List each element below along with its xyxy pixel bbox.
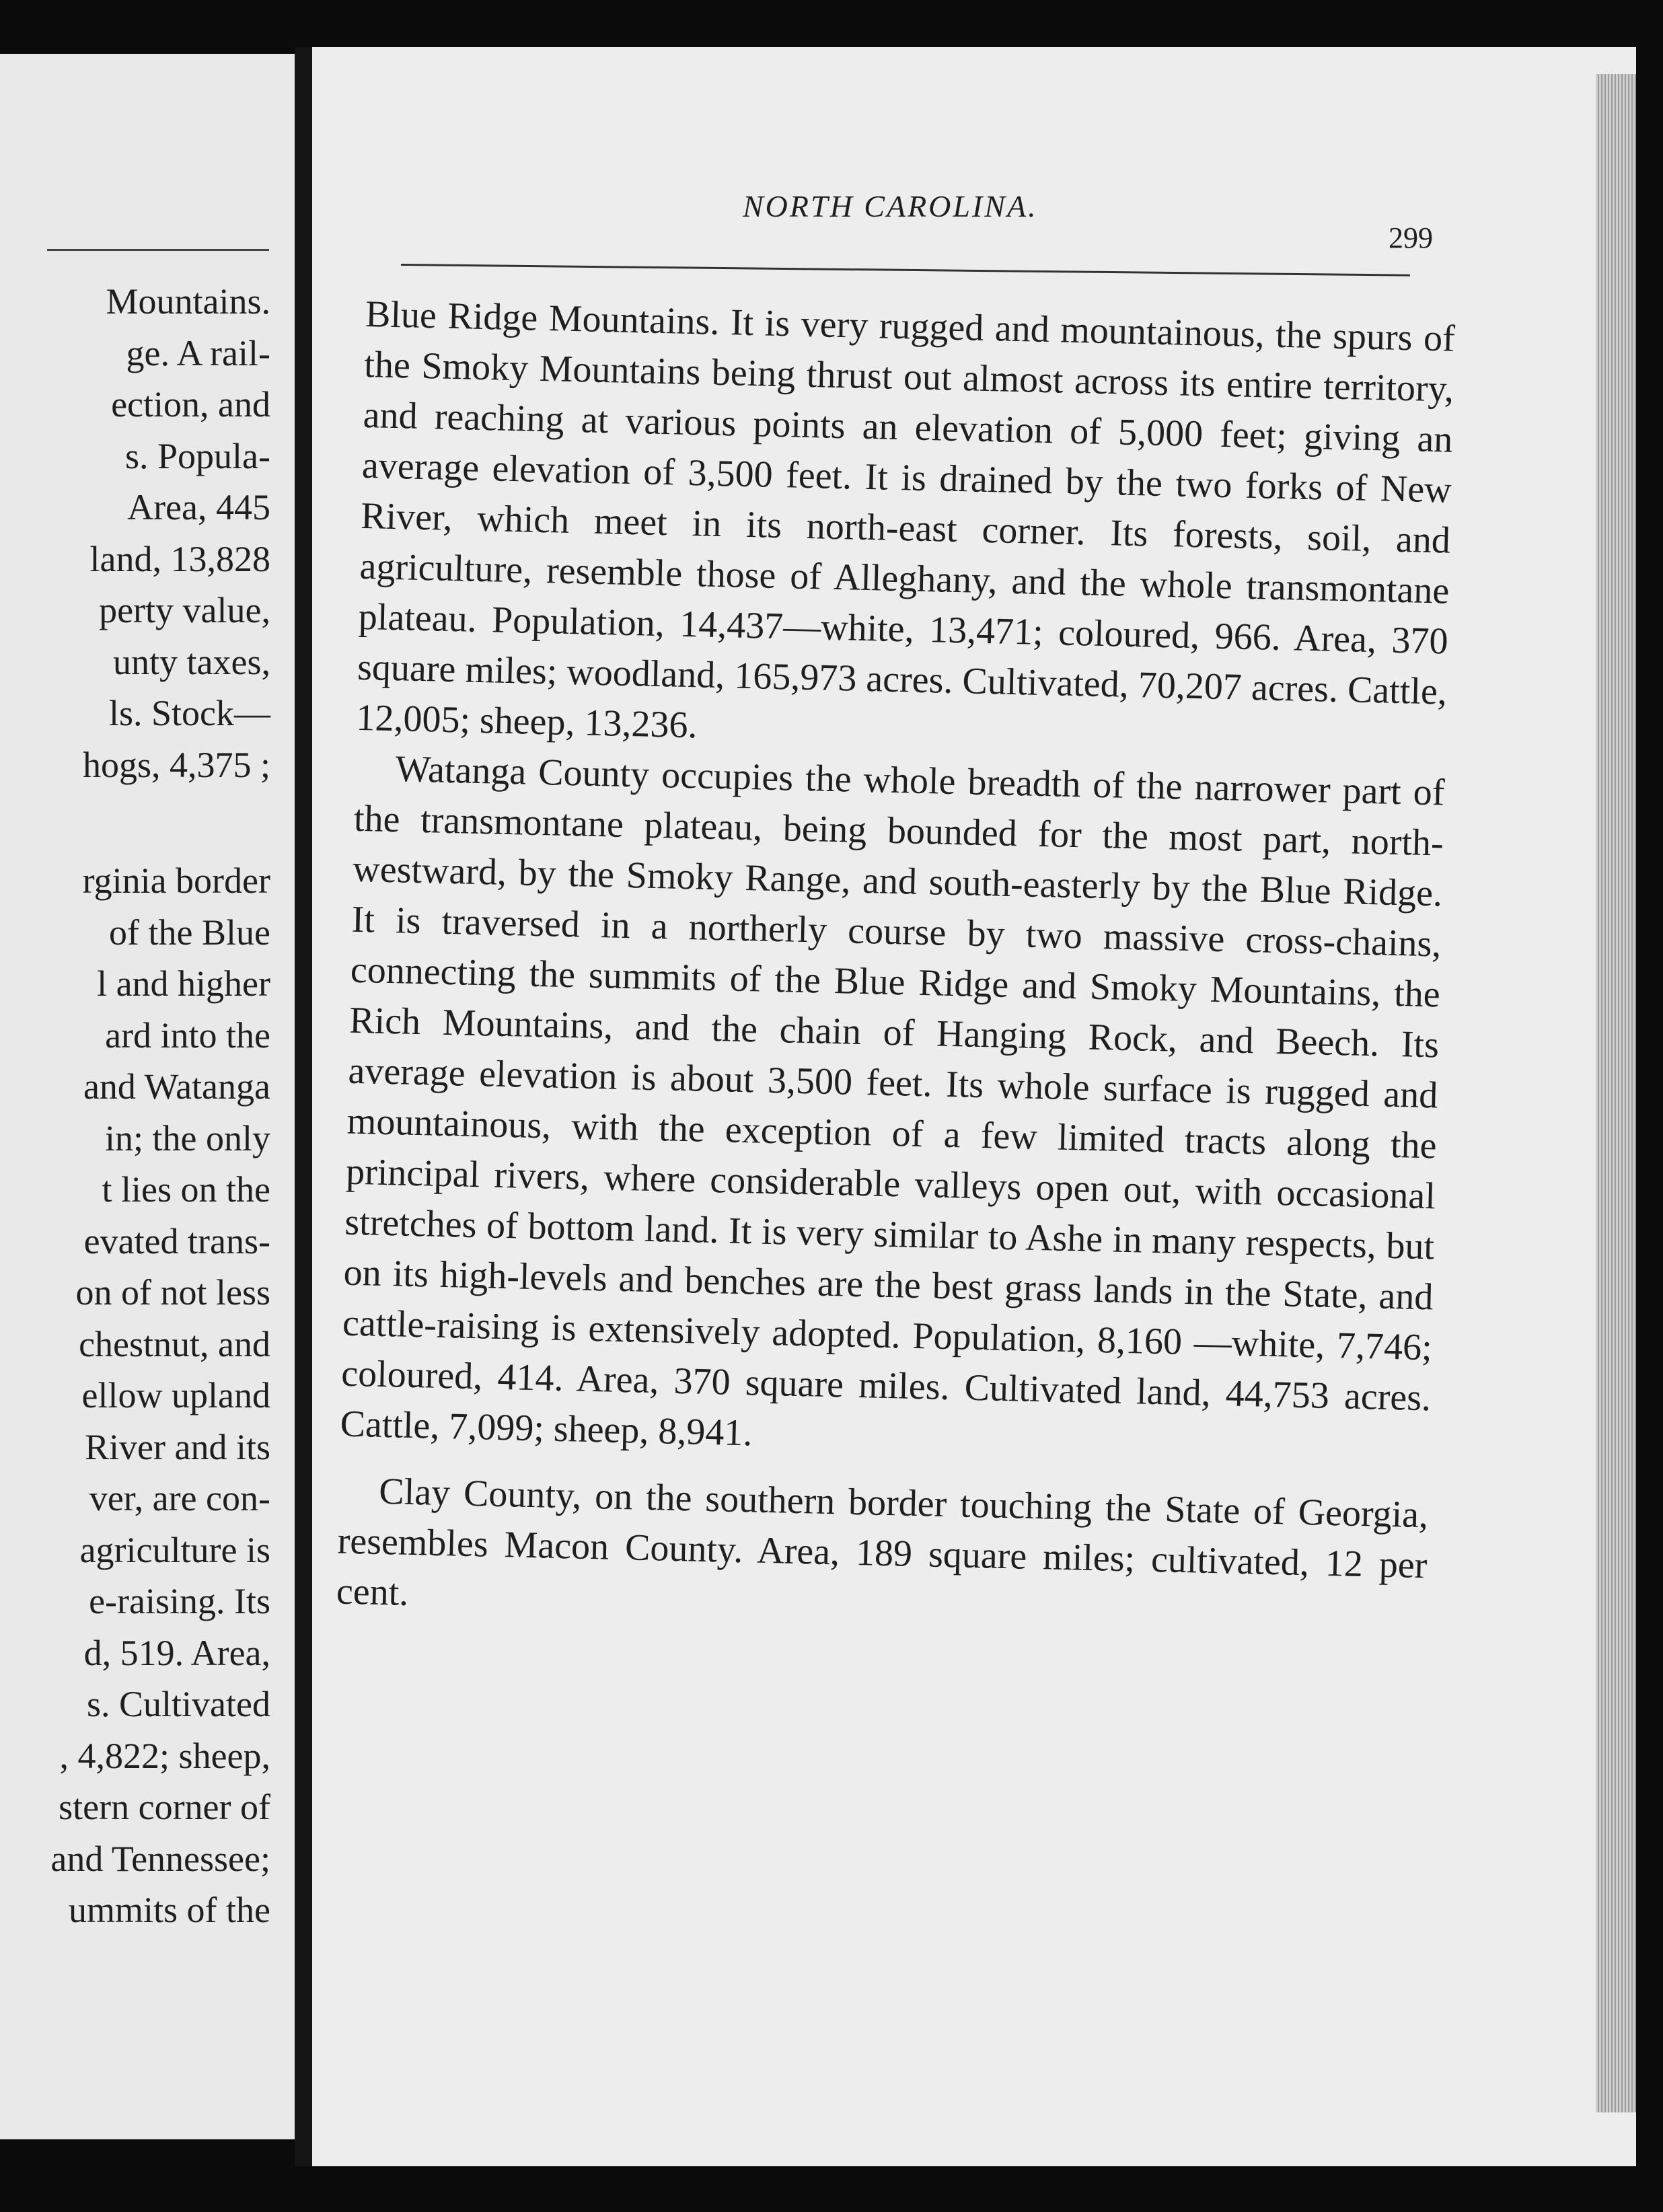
- left-page: [0, 54, 295, 2139]
- left-line: evated trans-: [83, 1220, 270, 1261]
- left-page-text: [50, 276, 270, 1936]
- left-line: in; the only: [105, 1117, 270, 1158]
- left-line: Mountains.: [106, 281, 270, 322]
- left-line: and Tennessee;: [50, 1838, 270, 1879]
- left-line: ard into the: [105, 1015, 270, 1056]
- header-rule: [401, 264, 1410, 276]
- left-line: and Watanga: [83, 1066, 270, 1107]
- left-line: ver, are con-: [89, 1478, 270, 1518]
- left-line: unty taxes,: [113, 641, 270, 682]
- body-text: [336, 289, 1455, 1642]
- left-line: t lies on the: [102, 1169, 270, 1210]
- left-line: stern corner of: [59, 1787, 270, 1827]
- left-page-rule: [47, 249, 269, 251]
- paragraph-ashe-continued: Blue Ridge Mountains. It is very rugged and mountainous, the spurs of the Smoky Mountains being thrust out almost across its entire territory, and reaching at various points an elevation of 5,000 feet; giving an average elevation of 3,500 feet. It is drained by the two forks of New River, which meet in its north-east corner. Its forests, soil, and agriculture, resemble those of Alleghany, and the whole transmontane plateau. Population, 14,437—white, 13,471; coloured, 966. Area, 370 square miles; woodland, 165,973 acres. Cultivated, 70,207 acres. Cattle, 12,005; sheep, 13,236.: [355, 293, 1456, 747]
- running-head: NORTH CAROLINA.: [743, 189, 1038, 223]
- left-line: s. Popula-: [125, 435, 270, 476]
- left-line: chestnut, and: [79, 1323, 270, 1364]
- book-spread: [0, 47, 1663, 2166]
- book-gutter: [295, 47, 312, 2166]
- left-line: rginia border: [82, 860, 270, 901]
- left-line: ection, and: [111, 384, 270, 425]
- left-line: ummits of the: [69, 1890, 270, 1930]
- left-line: Area, 445: [127, 487, 270, 527]
- left-line: land, 13,828: [89, 538, 270, 579]
- left-line: of the Blue: [109, 912, 270, 953]
- left-line: ls. Stock—: [108, 693, 270, 733]
- page-number: 299: [1389, 221, 1433, 254]
- left-line: perty value,: [99, 590, 270, 630]
- left-line: ge. A rail-: [126, 332, 270, 373]
- left-line: ellow upland: [81, 1375, 270, 1415]
- left-line: d, 519. Area,: [83, 1632, 270, 1673]
- left-line: e-raising. Its: [89, 1581, 270, 1621]
- right-page: [312, 47, 1636, 2166]
- left-line: agriculture is: [79, 1529, 270, 1570]
- left-line: hogs, 4,375 ;: [82, 744, 270, 785]
- paragraph-clay: Clay County, on the southern border touching the State of Georgia, resembles Macon County. Area, 189 square miles; cultivated, 12 per cent.: [336, 1470, 1429, 1614]
- left-line: l and higher: [97, 963, 270, 1004]
- left-line: , 4,822; sheep,: [59, 1735, 270, 1776]
- left-line: s. Cultivated: [87, 1684, 270, 1724]
- left-line: on of not less: [75, 1272, 270, 1313]
- paragraph-watanga: Watanga County occupies the whole breadth of the narrower part of the transmontane plateau, being bounded for the most part, north-westward, by the Smoky Range, and south-easterly by the Blue Ridge. It is traversed in a northerly course by two massive cross-chains, connecting the summits of the Blue Ridge and Smoky Mountains, the Rich Mountains, and the chain of Hanging Rock, and Beech. Its average elevation is about 3,500 feet. Its whole surface is rugged and mountainous, with the exception of a few limited tracts along the principal rivers, where considerable valleys open out, with occasional stretches of bottom land. It is very similar to Ashe in many respects, but on its high-levels and benches are the best grass lands in the State, and cattle-raising is extensively adopted. Population, 8,160 —white, 7,746; coloured, 414. Area, 370 square miles. Cultivated land, 44,753 acres. Cattle, 7,099; sheep, 8,941.: [340, 748, 1446, 1454]
- page-fore-edge: [1596, 74, 1636, 2112]
- left-line: River and its: [85, 1426, 270, 1467]
